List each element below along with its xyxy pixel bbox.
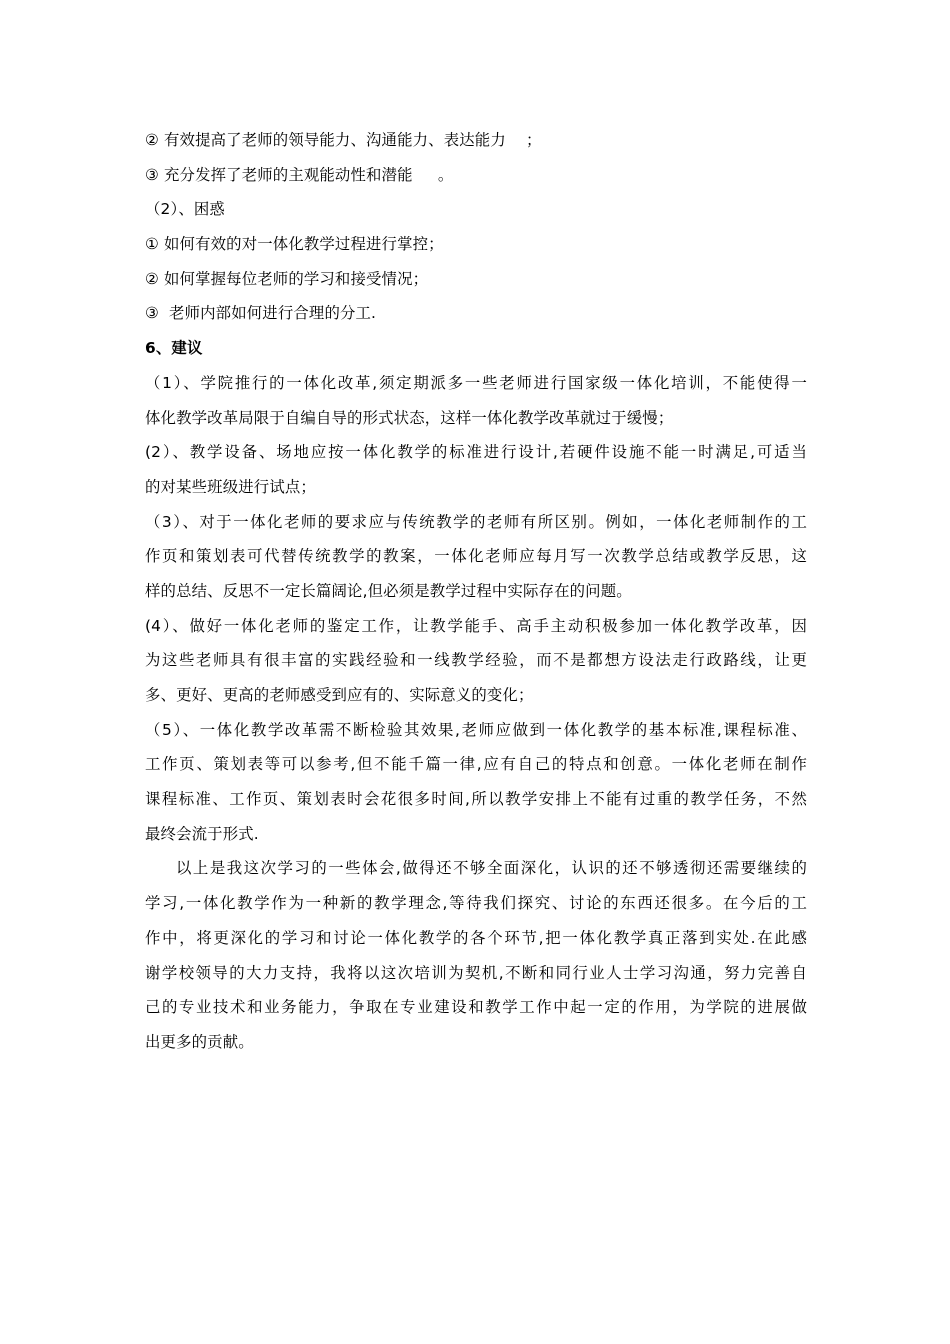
- document-body: [145, 123, 807, 1060]
- confusion-item-2: ② 如何掌握每位老师的学习和接受情况；: [145, 269, 429, 288]
- conclusion-line-6: 出更多的贡献。: [145, 1032, 254, 1051]
- suggestion-5-line-2: 工作页、策划表等可以参考,但不能千篇一律,应有自己的特点和创意。一体化老师在制作: [145, 755, 807, 774]
- suggestion-5-line-4: 最终会流于形式.: [145, 824, 259, 843]
- suggestion-2-line-2: 的对某些班级进行试点；: [145, 477, 316, 496]
- conclusion-line-2: 学习,一体化教学作为一种新的教学理念,等待我们探究、讨论的东西还很多。在今后的工: [145, 894, 807, 913]
- suggestion-5-line-1: （5）、一体化教学改革需不断检验其效果,老师应做到一体化教学的基本标准,课程标准、: [145, 720, 807, 739]
- suggestion-1-line-2: 体化教学改革局限于自编自导的形式状态，这样一体化教学改革就过于缓慢；: [145, 408, 674, 427]
- suggestion-2-line-1: (2）、教学设备、场地应按一体化教学的标准进行设计,若硬件设施不能一时满足,可适当: [145, 443, 807, 462]
- suggestion-4-line-3: 多、更好、更高的老师感受到应有的、实际意义的变化；: [145, 686, 534, 704]
- suggestion-3-line-3: 样的总结、反思不一定长篇阔论,但必须是教学过程中实际存在的问题。: [145, 581, 632, 600]
- conclusion-line-5: 己的专业技术和业务能力，争取在专业建设和教学工作中起一定的作用，为学院的进展做: [145, 998, 807, 1017]
- suggestion-4-line-1: (4）、做好一体化老师的鉴定工作，让教学能手、高手主动积极参加一体化教学改革，因: [145, 616, 807, 635]
- subsection-heading-confusion: （2）、困惑: [145, 200, 225, 219]
- conclusion-line-1: 以上是我这次学习的一些体会,做得还不够全面深化，认识的还不够透彻还需要继续的: [176, 859, 807, 878]
- conclusion-line-3: 作中，将更深化的学习和讨论一体化教学的各个环节,把一体化教学真正落到实处.在此感: [145, 928, 807, 947]
- section-heading-suggestions: 6、建议: [145, 339, 203, 358]
- confusion-item-3: ③ 老师内部如何进行合理的分工.: [145, 304, 377, 323]
- benefit-item-2: ② 有效提高了老师的领导能力、沟通能力、表达能力 ；: [145, 131, 542, 149]
- suggestion-1-line-1: （1）、学院推行的一体化改革,须定期派多一些老师进行国家级一体化培训，不能使得一: [145, 373, 807, 392]
- suggestion-5-line-3: 课程标准、工作页、策划表时会花很多时间,所以教学安排上不能有过重的教学任务，不然: [145, 790, 807, 809]
- conclusion-line-4: 谢学校领导的大力支持，我将以这次培训为契机,不断和同行业人士学习沟通，努力完善自: [145, 963, 807, 982]
- suggestion-4-line-2: 为这些老师具有很丰富的实践经验和一线教学经验，而不是都想方设法走行政路线，让更: [145, 651, 807, 670]
- benefit-item-3: ③ 充分发挥了老师的主观能动性和潜能 。: [145, 165, 454, 184]
- suggestion-3-line-1: （3）、对于一体化老师的要求应与传统教学的老师有所区别。例如，一体化老师制作的工: [145, 512, 807, 531]
- confusion-item-1: ① 如何有效的对一体化教学过程进行掌控；: [145, 235, 444, 254]
- suggestion-3-line-2: 作页和策划表可代替传统教学的教案，一体化老师应每月写一次教学总结或教学反思，这: [145, 547, 807, 566]
